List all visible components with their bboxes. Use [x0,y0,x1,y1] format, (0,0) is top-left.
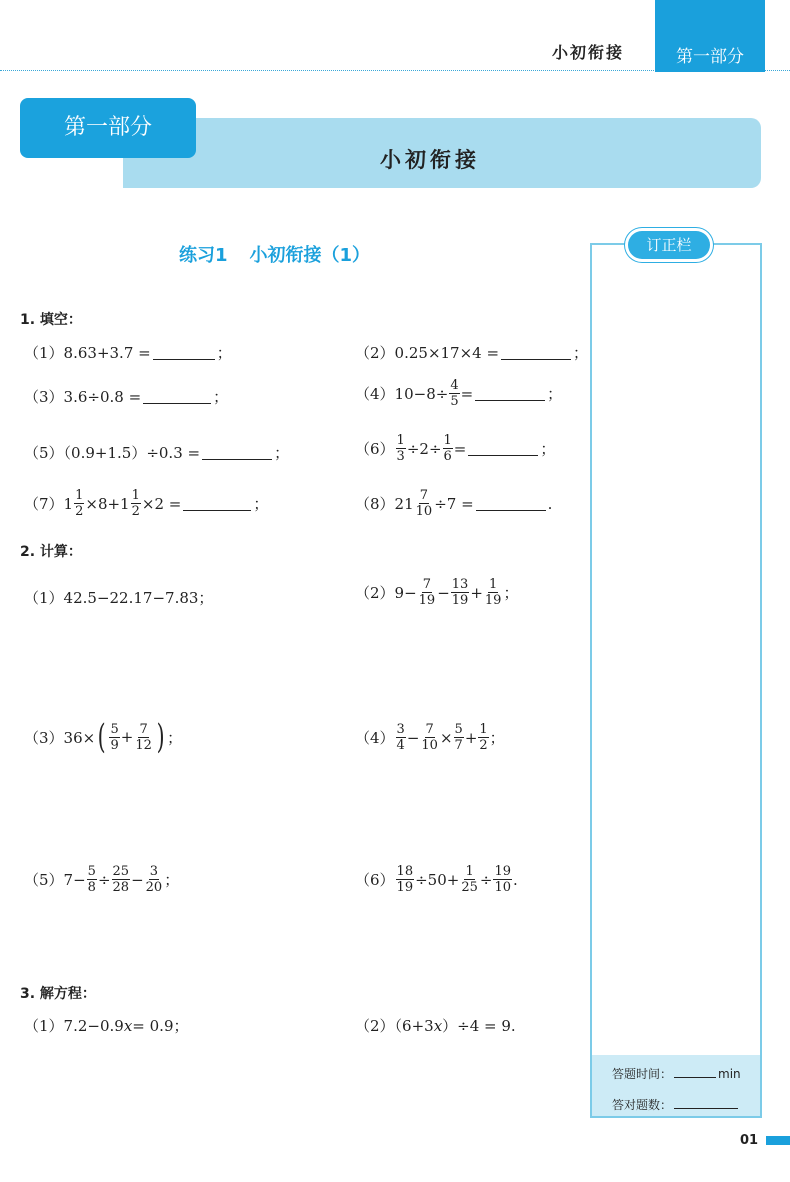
answer-time-unit: min [718,1067,741,1081]
header-title: 小初衔接 [552,43,625,62]
equation-q1: （1）7.2−0.9 x = 0.9； [24,1016,189,1035]
fill-q2: （2）0.25×17×4 = ； [355,344,589,362]
answer-score-row [612,1095,740,1113]
page-number-bar [766,1136,790,1145]
calc-q4: （4） $\frac{3}{4}$ − $\frac{7}{10}$ × $\frac{5}{7}$ + $\frac{1}{2}$ ； [355,722,505,753]
correction-column [590,243,762,1118]
calc-q3: （3）36× ( $\frac{5}{9}$ + $\frac{7}{12}$ ) ； [24,717,183,757]
answer-blank[interactable] [476,497,546,511]
exercise-number: 练习1 [179,245,228,266]
fill-q7: （7）1 $\frac{1}{2}$ ×8+1 $\frac{1}{2}$ ×2 = ； [24,488,269,519]
fill-q5: （5）（0.9+1.5）÷0.3 = ； [24,444,290,462]
answer-score-blank[interactable] [674,1095,738,1109]
answer-blank[interactable] [501,346,571,360]
answer-blank[interactable] [143,390,211,404]
answer-blank[interactable] [202,446,272,460]
answer-time-blank[interactable] [674,1064,716,1078]
fill-q4: （4）10−8÷ $\frac{4}{5}$ = ； [355,378,563,409]
equation-q2: （2）（6+3 x ）÷4 = 9. [355,1016,516,1035]
section-equation-heading: 3. 解方程： [20,986,96,1002]
answer-blank[interactable] [475,387,545,401]
fill-q6: （6） $\frac{1}{3}$ ÷2÷ $\frac{1}{6}$ = ； [355,433,556,464]
calc-q5: （5）7− $\frac{5}{8}$ ÷ $\frac{25}{28}$ − $\frac{3}{20}$ ； [24,864,180,895]
exercise-title: 小初衔接（1） [249,245,371,266]
answer-blank[interactable] [183,497,251,511]
answer-blank[interactable] [153,346,215,360]
fill-q3: （3）3.6÷0.8 = ； [24,388,229,406]
calc-q6: （6） $\frac{18}{19}$ ÷50+ $\frac{1}{25}$ ÷ $\frac{19}{10}$ . [355,864,518,895]
calc-q2: （2）9− $\frac{7}{19}$ − $\frac{13}{19}$ + $\frac{1}{19}$ ； [355,577,519,608]
answer-time-row [612,1064,741,1082]
header-part-tab: 第一部分 [655,0,765,72]
section-fill-heading: 1. 填空： [20,312,82,328]
page-number: 01 [740,1133,759,1148]
part-label: 第一部分 [20,98,196,158]
answer-blank[interactable] [468,442,538,456]
banner-title: 小初衔接 [380,148,480,172]
correction-badge: 订正栏 [628,231,710,259]
fill-q1: （1）8.63+3.7 = ； [24,344,232,362]
exercise-heading [179,241,370,267]
answer-time-label: 答题时间： [612,1067,673,1081]
section-calc-heading: 2. 计算： [20,544,82,560]
answer-score-label: 答对题数： [612,1098,673,1112]
fill-q8: （8）21 $\frac{7}{10}$ ÷7 = . [355,488,553,519]
calc-q1: （1）42.5−22.17−7.83； [24,589,214,607]
